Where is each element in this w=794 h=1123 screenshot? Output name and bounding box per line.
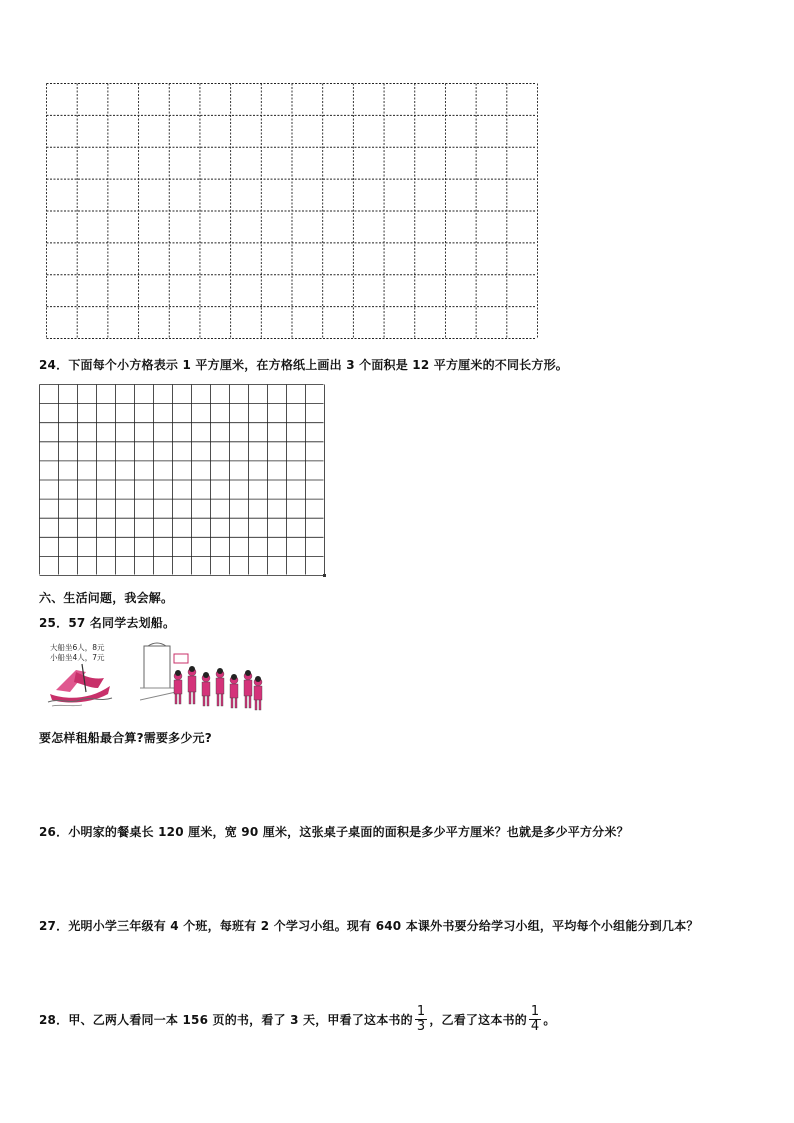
- question-25-number: 25．: [39, 616, 69, 630]
- question-28: [39, 1005, 556, 1034]
- top-dashed-grid: [46, 83, 538, 339]
- question-28-number: 28．: [39, 1013, 69, 1027]
- question-27: [39, 917, 699, 934]
- children-queue-icon: [140, 642, 266, 718]
- rowing-boat-illustration: [46, 638, 266, 718]
- q24-square-grid[interactable]: [39, 384, 325, 576]
- question-27-number: 27．: [39, 919, 69, 933]
- question-26-number: 26．: [39, 825, 69, 839]
- sign-small-boat: 小船坐4人，7元: [50, 653, 105, 662]
- question-26: [39, 823, 629, 840]
- question-24-text: 下面每个小方格表示 1 平方厘米，在方格纸上画出 3 个面积是 12 平方厘米的不同长方形。: [68, 358, 568, 372]
- question-24: [39, 356, 568, 373]
- question-28-text-c: 。: [543, 1013, 556, 1027]
- question-25-text: 57 名同学去划船。: [68, 616, 176, 630]
- fraction-2-numerator: 1: [530, 1004, 540, 1019]
- question-27-text: 光明小学三年级有 4 个班，每班有 2 个学习小组。现有 640 本课外书要分给学习小组，平均每个小组能分到几本？: [68, 919, 699, 933]
- question-26-text: 小明家的餐桌长 120 厘米，宽 90 厘米，这张桌子桌面的面积是多少平方厘米？也就是多少平方分米？: [68, 825, 629, 839]
- sign-big-boat: 大船坐6人，8元: [50, 643, 105, 652]
- question-28-text-a: 甲、乙两人看同一本 156 页的书，看了 3 天，甲看了这本书的: [68, 1013, 413, 1027]
- grid-corner-mark: [323, 574, 326, 577]
- fraction-1-denominator: 3: [416, 1019, 426, 1034]
- question-25-ask: 要怎样租船最合算?需要多少元?: [39, 731, 212, 745]
- fraction-2-denominator: 4: [530, 1019, 540, 1034]
- question-25: [39, 614, 175, 631]
- fraction-one-quarter: [529, 1005, 541, 1034]
- fraction-1-numerator: 1: [416, 1004, 426, 1019]
- boat-icon: [46, 660, 116, 708]
- question-28-text-b: ，乙看了这本书的: [429, 1013, 527, 1027]
- question-24-number: 24．: [39, 358, 69, 372]
- fraction-one-third: [415, 1005, 427, 1034]
- section-6-title: 六、生活问题，我会解。: [39, 591, 174, 605]
